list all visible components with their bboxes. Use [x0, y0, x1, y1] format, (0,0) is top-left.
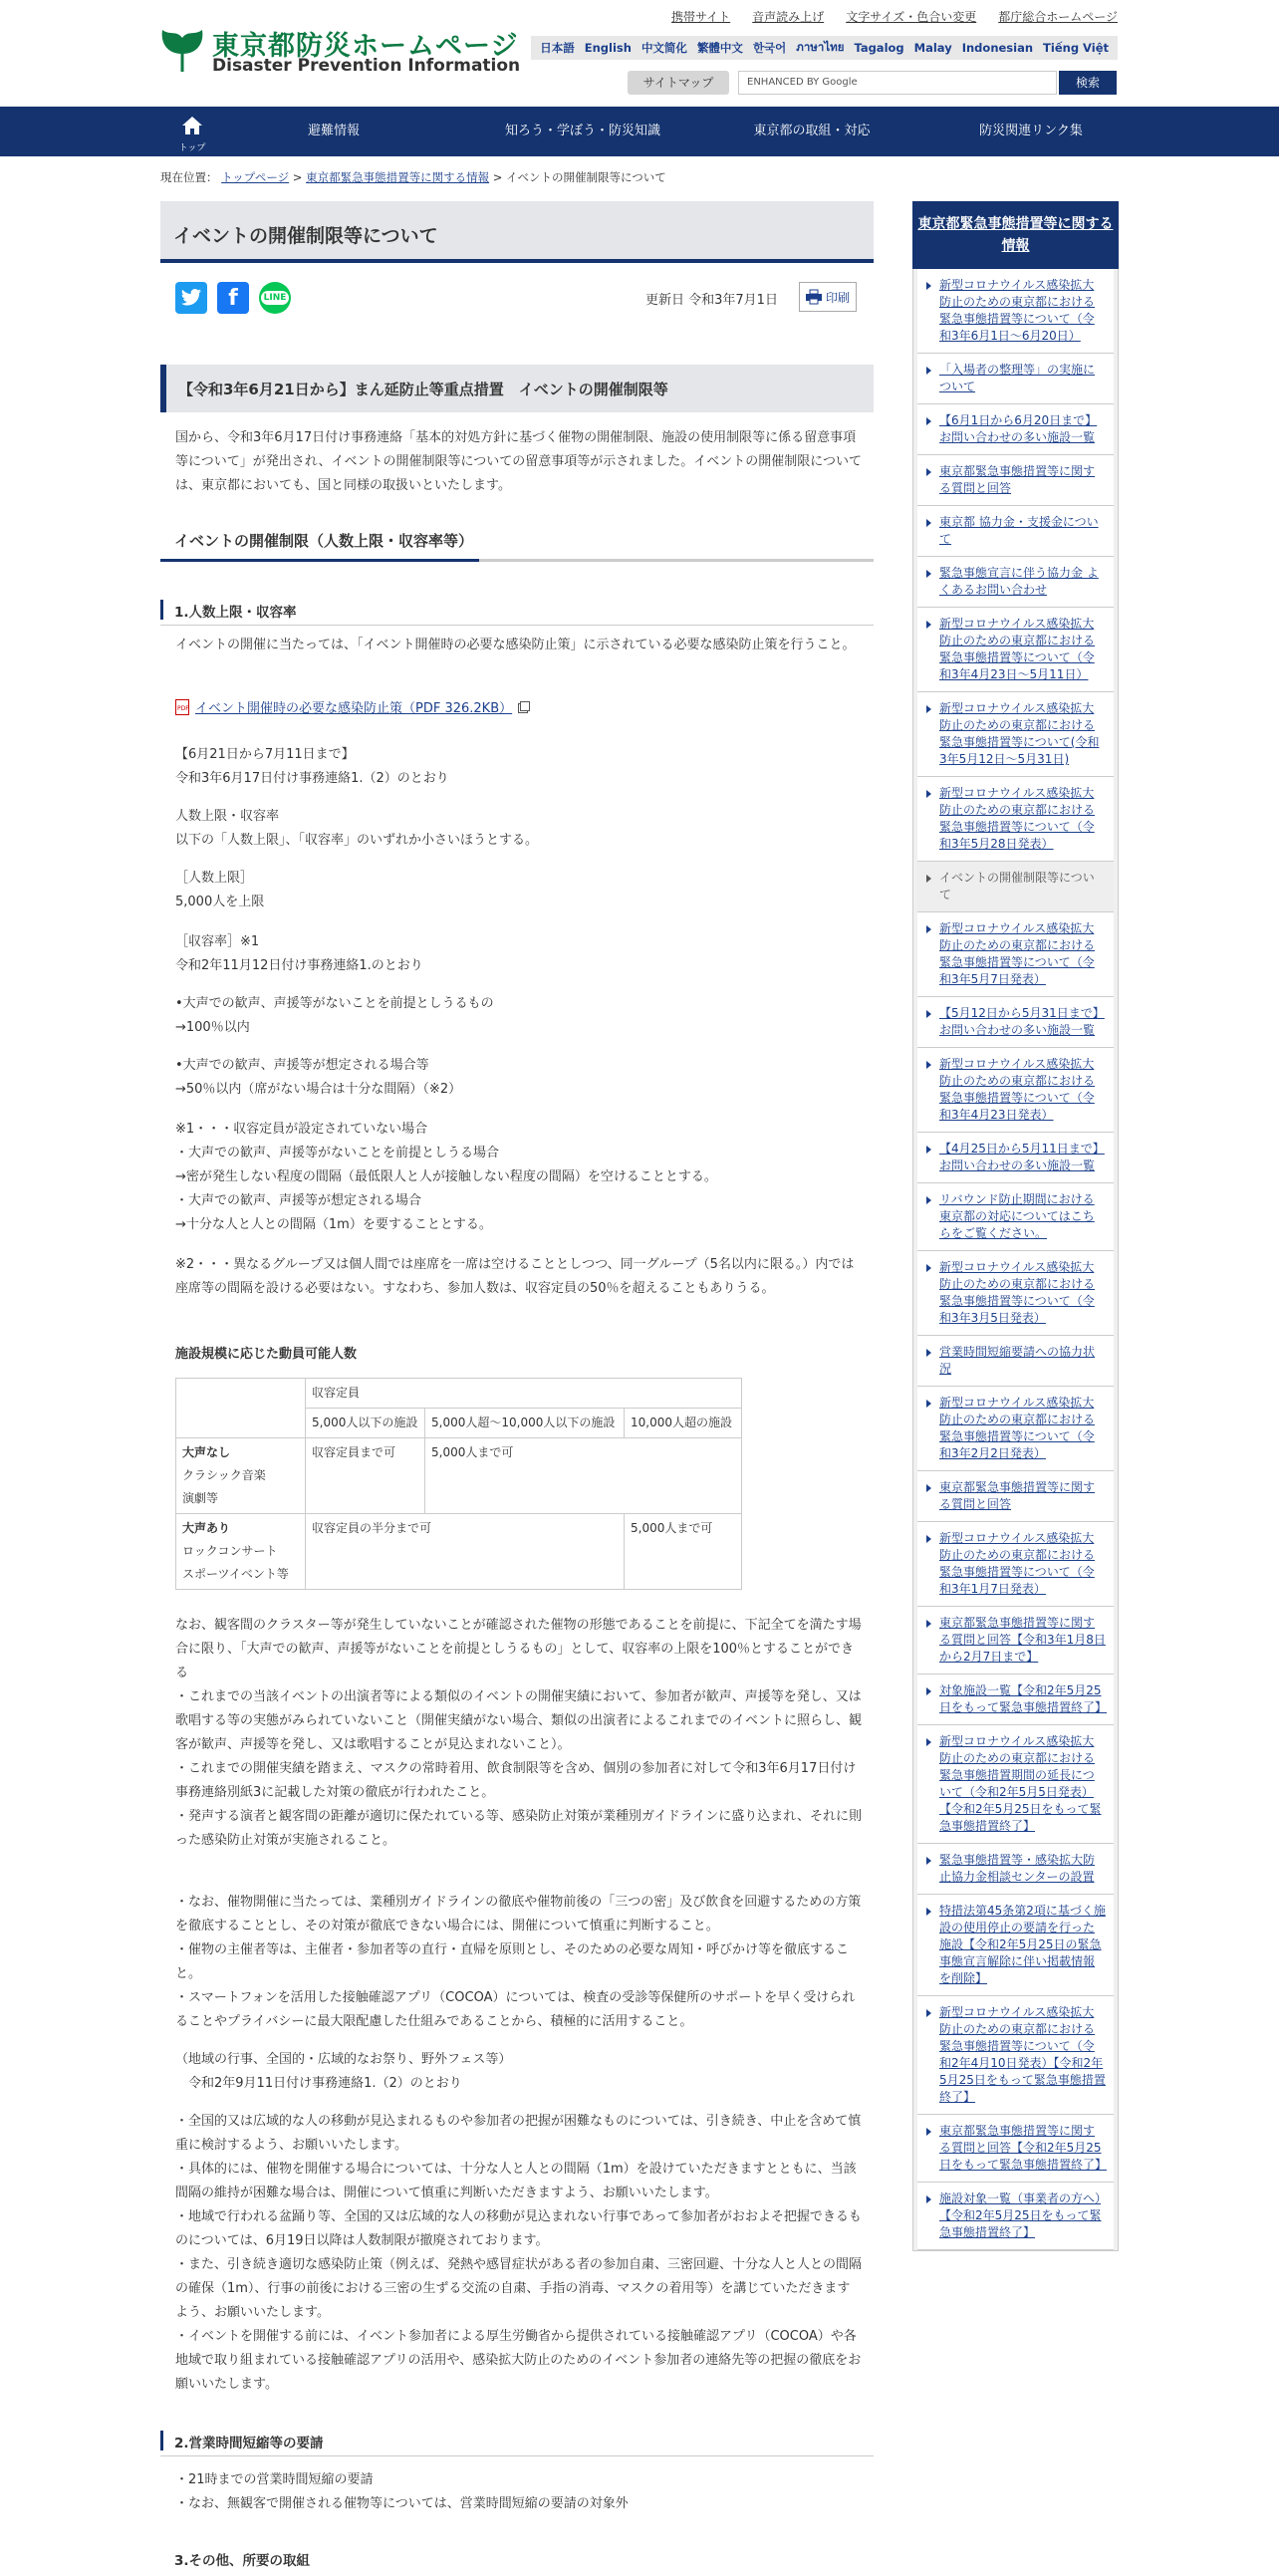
table-cell: 5,000人まで可	[625, 1514, 742, 1590]
sidebar-item[interactable]	[917, 692, 1114, 777]
breadcrumb-separator: >	[292, 170, 307, 184]
sidebar-item[interactable]	[917, 1183, 1114, 1251]
sidebar-item-label[interactable]: 営業時間短縮要請への協力状況	[939, 1345, 1096, 1376]
page-title: イベントの開催制限等について	[160, 201, 874, 263]
bullet-cheer-value: →50％以内（席がない場合は十分な間隔）（※2）	[175, 1082, 462, 1097]
sidebar-item-label[interactable]: 東京都 協力金・支援金について	[939, 515, 1099, 546]
pdf-link[interactable]: イベント開催時の必要な感染防止策（PDF 326.2KB）	[195, 701, 513, 716]
note-2: ※2・・・異なるグループ又は個人間では座席を一席は空けることとしつつ、同一グループ（5名以内に限る。）内では座席等の間隔を設ける必要はない。すなわち、参加人数は、収容定員の50％を超えることもありうる。	[175, 1257, 855, 1296]
bullet-cheer: •大声での歓声、声援等が想定される場合等	[175, 1058, 429, 1073]
limit-value: 5,000人を上限	[175, 895, 265, 909]
pdf-icon	[175, 699, 189, 715]
row-quiet-sub2: 演劇等	[182, 1491, 219, 1505]
row-loud-sub2: スポーツイベント等	[182, 1567, 289, 1581]
sidebar-item-label[interactable]: 新型コロナウイルス感染拡大防止のための東京都における緊急事態措置等について（令和3年4月23日～5月11日）	[939, 617, 1096, 681]
sidebar-item[interactable]	[917, 1895, 1114, 1996]
sidebar-item-label[interactable]: 新型コロナウイルス感染拡大防止のための東京都における緊急事態措置等について（令和3年4月23日発表）	[939, 1057, 1096, 1122]
sidebar-item-label[interactable]: 新型コロナウイルス感染拡大防止のための東京都における緊急事態措置等について（令和3年3月5日発表）	[939, 1260, 1096, 1325]
period-title: 【6月21日から7月11日まで】	[175, 747, 355, 762]
sitemap-button[interactable]: サイトマップ	[628, 71, 729, 95]
table-cell: 5,000人まで可	[425, 1438, 742, 1514]
capacity-detail: 以下の「人数上限」、「収容率」のいずれか小さいほうとする。	[175, 833, 539, 848]
mobile-site-link[interactable]: 携帯サイト	[671, 10, 731, 24]
sidebar-item[interactable]	[917, 1048, 1114, 1133]
search-button[interactable]: 検索	[1059, 71, 1117, 95]
sidebar-item[interactable]	[917, 997, 1114, 1048]
sidebar-item-label[interactable]: 新型コロナウイルス感染拡大防止のための東京都における緊急事態措置等について（令和3年6月1日～6月20日）	[939, 278, 1096, 343]
sidebar-item-label[interactable]: 東京都緊急事態措置等に関する質問と回答【令和2年5月25日をもって緊急事態措置終了】	[939, 2124, 1108, 2172]
bullet-no-cheer: •大声での歓声、声援等がないことを前提としうるもの	[175, 996, 494, 1011]
sidebar-item[interactable]	[917, 1336, 1114, 1387]
sidebar-item-label[interactable]: 新型コロナウイルス感染拡大防止のための東京都における緊急事態措置等について（令和2年4月10日発表）【令和2年5月25日をもって緊急事態措置終了】	[939, 2005, 1106, 2104]
sidebar-item-label[interactable]: 【4月25日から5月11日まで】お問い合わせの多い施設一覧	[939, 1142, 1105, 1172]
subheading-hours	[160, 2427, 874, 2456]
intro-paragraph: 国から、令和3年6月17日付け事務連絡「基本的対処方針に基づく催物の開催制限、施設の使用制限等に係る留意事項等について」が発出され、イベントの開催制限等についての留意事項等が示されました。イベントの開催制限については、東京都においても、国と同様の取扱いといたします。	[175, 430, 863, 493]
subheading-capacity-label: 1.人数上限・収容率	[174, 605, 297, 621]
print-button[interactable]	[799, 282, 857, 312]
lang-tl[interactable]: Tagalog	[854, 41, 904, 55]
rate-title: ［収容率］※1	[175, 934, 260, 949]
sidebar-item[interactable]	[917, 912, 1114, 997]
section-heading: 【令和3年6月21日から】まん延防止等重点措置 イベントの開催制限等	[160, 365, 874, 412]
sidebar-item[interactable]	[917, 269, 1114, 354]
table-col-small: 5,000人以下の施設	[306, 1409, 425, 1438]
sidebar-item-label[interactable]: 新型コロナウイルス感染拡大防止のための東京都における緊急事態措置等について（令和3年1月7日発表）	[939, 1531, 1096, 1596]
home-icon	[181, 115, 203, 136]
sidebar-item-label[interactable]: 東京都緊急事態措置等に関する質問と回答【令和3年1月8日から2月7日まで】	[939, 1616, 1106, 1664]
ginkgo-logo-icon	[160, 26, 204, 76]
sidebar-list	[912, 269, 1119, 2251]
note-1-title: ※1・・・収容定員が設定されていない場合	[175, 1122, 428, 1137]
breadcrumb-current: イベントの開催制限等について	[506, 170, 666, 184]
breadcrumb	[160, 169, 666, 185]
sidebar-item-label[interactable]: 緊急事態宣言に伴う協力金 よくあるお問い合わせ	[939, 566, 1099, 597]
line-icon: LINE	[261, 291, 290, 305]
search-input[interactable]: ENHANCED BY Google	[738, 71, 1057, 95]
limit-title: ［人数上限］	[175, 871, 254, 886]
sidebar-item[interactable]	[917, 1471, 1114, 1522]
sidebar-item-label[interactable]: 施設対象一覧（事業者の方へ）【令和2年5月25日をもって緊急事態措置終了】	[939, 2191, 1102, 2239]
event-limits-heading: イベントの開催制限（人数上限・収容率等）	[160, 530, 874, 562]
note-1-line-4: →十分な人と人との間隔（1m）を要することとする。	[175, 1217, 492, 1232]
text-size-color-link[interactable]: 文字サイズ・色合い変更	[846, 10, 977, 24]
heading-bar	[160, 600, 163, 620]
breadcrumb-top[interactable]: トップページ	[221, 170, 290, 184]
subheading-other-partial: 3.その他、所要の取組	[174, 2553, 311, 2569]
sidebar-item[interactable]	[917, 2115, 1114, 2183]
lang-zh-tw[interactable]: 繁體中文	[696, 41, 743, 55]
row-quiet-title: 大声なし	[182, 1445, 231, 1459]
rate-detail: 令和2年11月12日付け事務連絡1.のとおり	[175, 958, 423, 973]
sidebar-item[interactable]	[917, 1133, 1114, 1183]
pdf-link-row	[175, 697, 530, 716]
sidebar-item[interactable]	[917, 608, 1114, 692]
subheading-capacity	[160, 596, 874, 626]
nav-evacuation[interactable]: 避難情報	[307, 124, 360, 138]
print-label: 印刷	[826, 290, 851, 305]
lang-ms[interactable]: Malay	[913, 41, 952, 55]
table-title: 施設規模に応じた動員可能人数	[175, 1347, 358, 1362]
facebook-icon: f	[228, 285, 238, 311]
nav-home[interactable]	[167, 107, 217, 156]
logo-title-jp: 東京都防災ホームページ	[212, 31, 519, 62]
sidebar-item[interactable]	[917, 404, 1114, 455]
sidebar-item-label[interactable]: 緊急事態措置等・感染拡大防止協力金相談センターの設置	[939, 1853, 1096, 1884]
sidebar-item-label[interactable]: 東京都緊急事態措置等に関する質問と回答	[939, 1480, 1096, 1511]
share-buttons	[175, 282, 291, 314]
period-detail: 令和3年6月17日付け事務連絡1.（2）のとおり	[175, 771, 449, 786]
lang-zh-cn[interactable]: 中文简化	[640, 41, 687, 55]
capacity-title: 人数上限・収容率	[175, 809, 280, 824]
updated-date: 更新日 令和3年7月1日	[645, 293, 778, 308]
breadcrumb-separator: >	[492, 170, 507, 184]
breadcrumb-emergency[interactable]: 東京都緊急事態措置等に関する情報	[306, 170, 490, 184]
heading-bar	[160, 2431, 163, 2450]
voice-reading-link[interactable]: 音声読み上げ	[752, 10, 825, 24]
sidebar-item[interactable]	[917, 455, 1114, 506]
sidebar-item[interactable]	[917, 1251, 1114, 1336]
external-window-icon	[518, 701, 530, 713]
sidebar-item[interactable]	[917, 1674, 1114, 1725]
sidebar	[912, 201, 1119, 2251]
sidebar-item-label[interactable]: 【6月1日から6月20日まで】お問い合わせの多い施設一覧	[939, 413, 1098, 444]
table-col-medium: 5,000人超～10,000人以下の施設	[425, 1409, 625, 1438]
nav-links[interactable]: 防災関連リンク集	[979, 124, 1083, 138]
local-events-title: （地域の行事、全国的・広域的なお祭り、野外フェス等）	[175, 2052, 512, 2067]
lang-ja[interactable]: 日本語	[540, 41, 575, 55]
twitter-share-button[interactable]	[175, 282, 207, 314]
utility-links	[671, 8, 1118, 25]
row-loud-sub1: ロックコンサート	[182, 1544, 278, 1558]
sidebar-item-label[interactable]: 対象施設一覧【令和2年5月25日をもって緊急事態措置終了】	[939, 1683, 1108, 1714]
note-1-line-2: →密が発生しない程度の間隔（最低限人と人が接触しない程度の間隔）を空けることとする。	[175, 1169, 717, 1184]
lang-vi[interactable]: Tiếng Việt	[1043, 41, 1109, 55]
sidebar-item-label[interactable]: 【5月12日から5月31日まで】お問い合わせの多い施設一覧	[939, 1006, 1105, 1037]
sidebar-item-label[interactable]: 新型コロナウイルス感染拡大防止のための東京都における緊急事態措置等について(令和3年5月12日～5月31日)	[939, 701, 1100, 766]
twitter-icon	[181, 289, 201, 307]
note-1-line-3: ・大声での歓声、声援等が想定される場合	[175, 1193, 422, 1208]
bullet-no-cheer-value: →100％以内	[175, 1020, 250, 1035]
sidebar-item	[917, 862, 1114, 912]
table-cell: 収容定員の半分まで可	[306, 1514, 625, 1590]
printer-icon	[806, 290, 822, 304]
table-row-quiet-head	[176, 1438, 306, 1514]
nav-knowledge[interactable]: 知ろう・学ぼう・防災知識	[504, 124, 660, 138]
subheading-hours-label: 2.営業時間短縮等の要請	[174, 2436, 324, 2451]
capacity-paragraph: イベントの開催に当たっては、「イベント開催時の必要な感染防止策」に示されている必要な感染防止策を行うこと。	[175, 638, 856, 652]
sidebar-item[interactable]	[917, 354, 1114, 404]
hours-paragraph: ・21時までの営業時間短縮の要請 ・なお、無観客で開催される催物等については、営業時間短縮の要請の対象外	[175, 2472, 629, 2511]
sidebar-title[interactable]: 東京都緊急事態措置等に関する情報	[912, 201, 1119, 269]
lang-th[interactable]: ภาษาไทย	[796, 40, 845, 54]
global-nav	[0, 107, 1279, 156]
language-selector	[531, 36, 1118, 60]
table-corner	[176, 1379, 306, 1438]
sidebar-item[interactable]	[917, 1844, 1114, 1895]
breadcrumb-prefix: 現在位置：	[160, 170, 218, 184]
table-cell: 収容定員まで可	[306, 1438, 425, 1514]
facebook-share-button[interactable]	[217, 282, 249, 314]
sidebar-item[interactable]	[917, 1996, 1114, 2115]
sidebar-item-label[interactable]: 新型コロナウイルス感染拡大防止のための東京都における緊急事態措置等について（令和3年5月28日発表）	[939, 786, 1096, 851]
sidebar-item-label: イベントの開催制限等について	[939, 871, 1095, 902]
cluster-paragraph: なお、観客間のクラスター等が発生していないことが確認された催物の形態であることを前提に、下記全てを満たす場合に限り、「大声での歓声、声援等がないことを前提としうるもの」として、収容率の上限を100％とすることができる ・これまでの当該イベントの出演者等による類似のイベントの開催実績において、参加者が歓声、声援等を発し、又は歌唱する等の実態がみられていないこと（開催実績がない場合、類似の出演者によるこれまでのイベントに照らし、観客が歓声、声援等を発し、又は歌唱することが見込まれないこと）。 ・これまでの開催実績を踏まえ、マスクの常時着用、飲食制限等を含め、個別の参加者に対して令和3年6月17日付け事務連絡別紙3に記載した対策の徹底が行われたこと。 ・発声する演者と観客間の距離が適切に保たれている等、感染防止対策が業種別ガイドラインに盛り込まれ、それに則った感染防止対策が実施されること。	[175, 1618, 863, 1848]
sidebar-item[interactable]	[917, 1725, 1114, 1844]
sidebar-item-label[interactable]: 新型コロナウイルス感染拡大防止のための東京都における緊急事態措置期間の延長について（令和2年5月5日発表）【令和2年5月25日をもって緊急事態措置終了】	[939, 1734, 1102, 1833]
sidebar-item[interactable]	[917, 557, 1114, 608]
sidebar-item-label[interactable]: 特措法第45条第2項に基づく施設の使用停止の要請を行った施設【令和2年5月25日の緊急事態宣言解除に伴い掲載情報を削除】	[939, 1904, 1106, 1985]
sidebar-item-label[interactable]: 東京都緊急事態措置等に関する質問と回答	[939, 464, 1096, 495]
table-row-loud-head	[176, 1514, 306, 1590]
nav-efforts[interactable]: 東京都の取組・対応	[753, 124, 871, 138]
local-events-detail: 令和2年9月11日付け事務連絡1.（2）のとおり	[175, 2076, 462, 2091]
row-loud-title: 大声あり	[182, 1521, 231, 1535]
national-events-paragraph: ・全国的又は広域的な人の移動が見込まれるものや参加者の把握が困難なものについては、引き続き、中止を含めて慎重に検討するよう、お願いいたします。 ・具体的には、催物を開催する場合については、十分な人と人との間隔（1m）を設けていただきますとともに、当該間隔の維持が困難な場合は、開催について慎重に判断いただきますよう、お願いいたします。 ・地域で行われる盆踊り等、全国的又は広域的な人の移動が見込まれない行事であって参加者がおおよそ把握できるものについては、6月19日以降は人数制限が撤廃されております。 ・また、引き続き適切な感染防止策（例えば、発熱や感冒症状がある者の参加自粛、三密回避、十分な人と人との間隔の確保（1m）、行事の前後における三密の生ずる交流の自粛、手指の消毒、マスクの着用等）を講じていただきますよう、お願いいたします。 ・イベントを開催する前には、イベント参加者による厚生労働省から提供されている接触確認アプリ（COCOA）や各地域で取り組まれている接触確認アプリの活用や、感染拡大防止のためのイベント参加者の連絡先等の把握の徹底をお願いいたします。	[175, 2114, 863, 2392]
note-1-line-1: ・大声での歓声、声援等がないことを前提としうる場合	[175, 1146, 500, 1160]
sidebar-item[interactable]	[917, 1522, 1114, 1607]
sidebar-item-label[interactable]: 新型コロナウイルス感染拡大防止のための東京都における緊急事態措置等について（令和3年5月7日発表）	[939, 921, 1096, 986]
lang-ko[interactable]: 한국어	[752, 41, 787, 55]
row-quiet-sub1: クラシック音楽	[182, 1468, 266, 1482]
svg-text:PDF: PDF	[177, 704, 189, 712]
table-cap-header: 収容定員	[306, 1379, 742, 1409]
sidebar-item[interactable]	[917, 1387, 1114, 1471]
sidebar-item[interactable]	[917, 2183, 1114, 2250]
lang-en[interactable]: English	[584, 41, 632, 55]
site-logo[interactable]	[160, 26, 521, 78]
capacity-table	[175, 1378, 742, 1590]
metro-gov-home-link[interactable]: 都庁総合ホームページ	[998, 10, 1118, 24]
line-share-button[interactable]	[259, 282, 291, 314]
guideline-paragraph: ・なお、催物開催に当たっては、業種別ガイドラインの徹底や催物前後の「三つの密」及び飲食を回避するための方策を徹底することとし、その対策が徹底できない場合には、開催について慎重に判断すること。 ・催物の主催者等は、主催者・参加者等の直行・直帰を原則とし、そのための必要な周知・呼びかけ等を徹底すること。 ・スマートフォンを活用した接触確認アプリ（COCOA）については、検査の受診等保健所のサポートを早く受けられることやプライバシーに最大限配慮した仕組みであることから、積極的に活用すること。	[175, 1895, 862, 2029]
nav-home-label: トップ	[178, 143, 206, 153]
sidebar-item[interactable]	[917, 1607, 1114, 1674]
sidebar-item-label[interactable]: リバウンド防止期間における東京都の対応についてはこちらをご覧ください。	[939, 1192, 1095, 1240]
logo-title-en: Disaster Prevention Information	[212, 56, 521, 76]
lang-id[interactable]: Indonesian	[961, 41, 1034, 55]
sidebar-item[interactable]	[917, 777, 1114, 862]
sidebar-item-label[interactable]: 新型コロナウイルス感染拡大防止のための東京都における緊急事態措置等について（令和3年2月2日発表）	[939, 1396, 1096, 1460]
sidebar-item[interactable]	[917, 506, 1114, 557]
sidebar-item-label[interactable]: 「入場者の整理等」の実施について	[939, 363, 1096, 393]
table-col-large: 10,000人超の施設	[625, 1409, 742, 1438]
